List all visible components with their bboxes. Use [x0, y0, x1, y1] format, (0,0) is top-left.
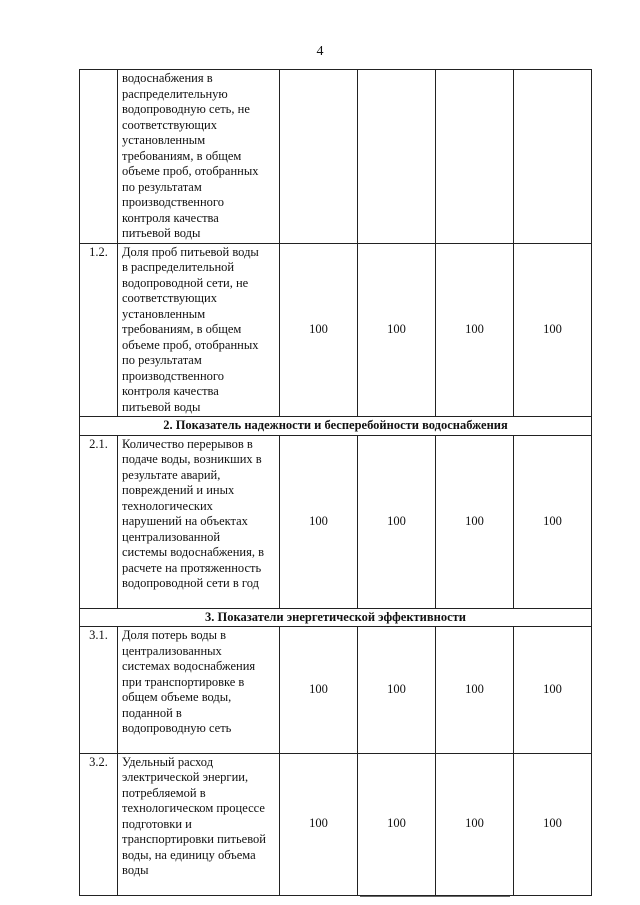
value-cell: 100 — [514, 435, 592, 608]
value-cell: 100 — [436, 753, 514, 895]
footer-divider — [360, 896, 510, 897]
value-cell: 100 — [280, 753, 358, 895]
row-number: 1.2. — [80, 243, 118, 417]
value-cell: 100 — [358, 753, 436, 895]
value-cell — [514, 70, 592, 244]
value-cell: 100 — [436, 435, 514, 608]
table-row-3-1 — [80, 627, 592, 754]
table-row-3-2 — [80, 753, 592, 895]
section-title: 3. Показатели энергетической эффективности — [80, 608, 592, 627]
indicator-description: Количество перерывов в подаче воды, возникших в результате аварий, повреждений и иных технологических нарушений на объектах централизованной системы водоснабжения, в расчете на протяженность водопроводной сети в год — [118, 435, 280, 608]
row-number: 3.2. — [80, 753, 118, 895]
indicator-description: Доля проб питьевой воды в распределительной водопроводной сети, не соответствующих установленным требованиям, в общем объеме проб, отобранных по результатам производственного контроля качества питьевой воды — [118, 243, 280, 417]
value-cell: 100 — [436, 627, 514, 754]
row-number: 2.1. — [80, 435, 118, 608]
table-row-1-1-continued — [80, 70, 592, 244]
value-cell: 100 — [358, 243, 436, 417]
row-number — [80, 70, 118, 244]
value-cell — [280, 70, 358, 244]
row-number: 3.1. — [80, 627, 118, 754]
value-cell — [358, 70, 436, 244]
value-cell: 100 — [358, 435, 436, 608]
value-cell: 100 — [514, 753, 592, 895]
indicator-description: Удельный расход электрической энергии, потребляемой в технологическом процессе подготовки и транспортировки питьевой воды, на единицу объема воды — [118, 753, 280, 895]
value-cell: 100 — [358, 627, 436, 754]
page-number: 4 — [316, 44, 324, 59]
value-cell: 100 — [280, 627, 358, 754]
value-cell: 100 — [436, 243, 514, 417]
section-title: 2. Показатель надежности и бесперебойности водоснабжения — [80, 417, 592, 436]
table-row-1-2 — [80, 243, 592, 417]
indicator-description: водоснабжения в распределительную водопроводную сеть, не соответствующих установленным требованиям, в общем объеме проб, отобранных по результатам производственного контроля качества питьевой воды — [118, 70, 280, 244]
value-cell: 100 — [280, 435, 358, 608]
value-cell — [436, 70, 514, 244]
indicators-table — [79, 69, 592, 896]
indicator-description: Доля потерь воды в централизованных системах водоснабжения при транспортировке в общем объеме воды, поданной в водопроводную сеть — [118, 627, 280, 754]
section-header-2 — [80, 417, 592, 436]
value-cell: 100 — [514, 243, 592, 417]
table-row-2-1 — [80, 435, 592, 608]
value-cell: 100 — [514, 627, 592, 754]
value-cell: 100 — [280, 243, 358, 417]
section-header-3 — [80, 608, 592, 627]
